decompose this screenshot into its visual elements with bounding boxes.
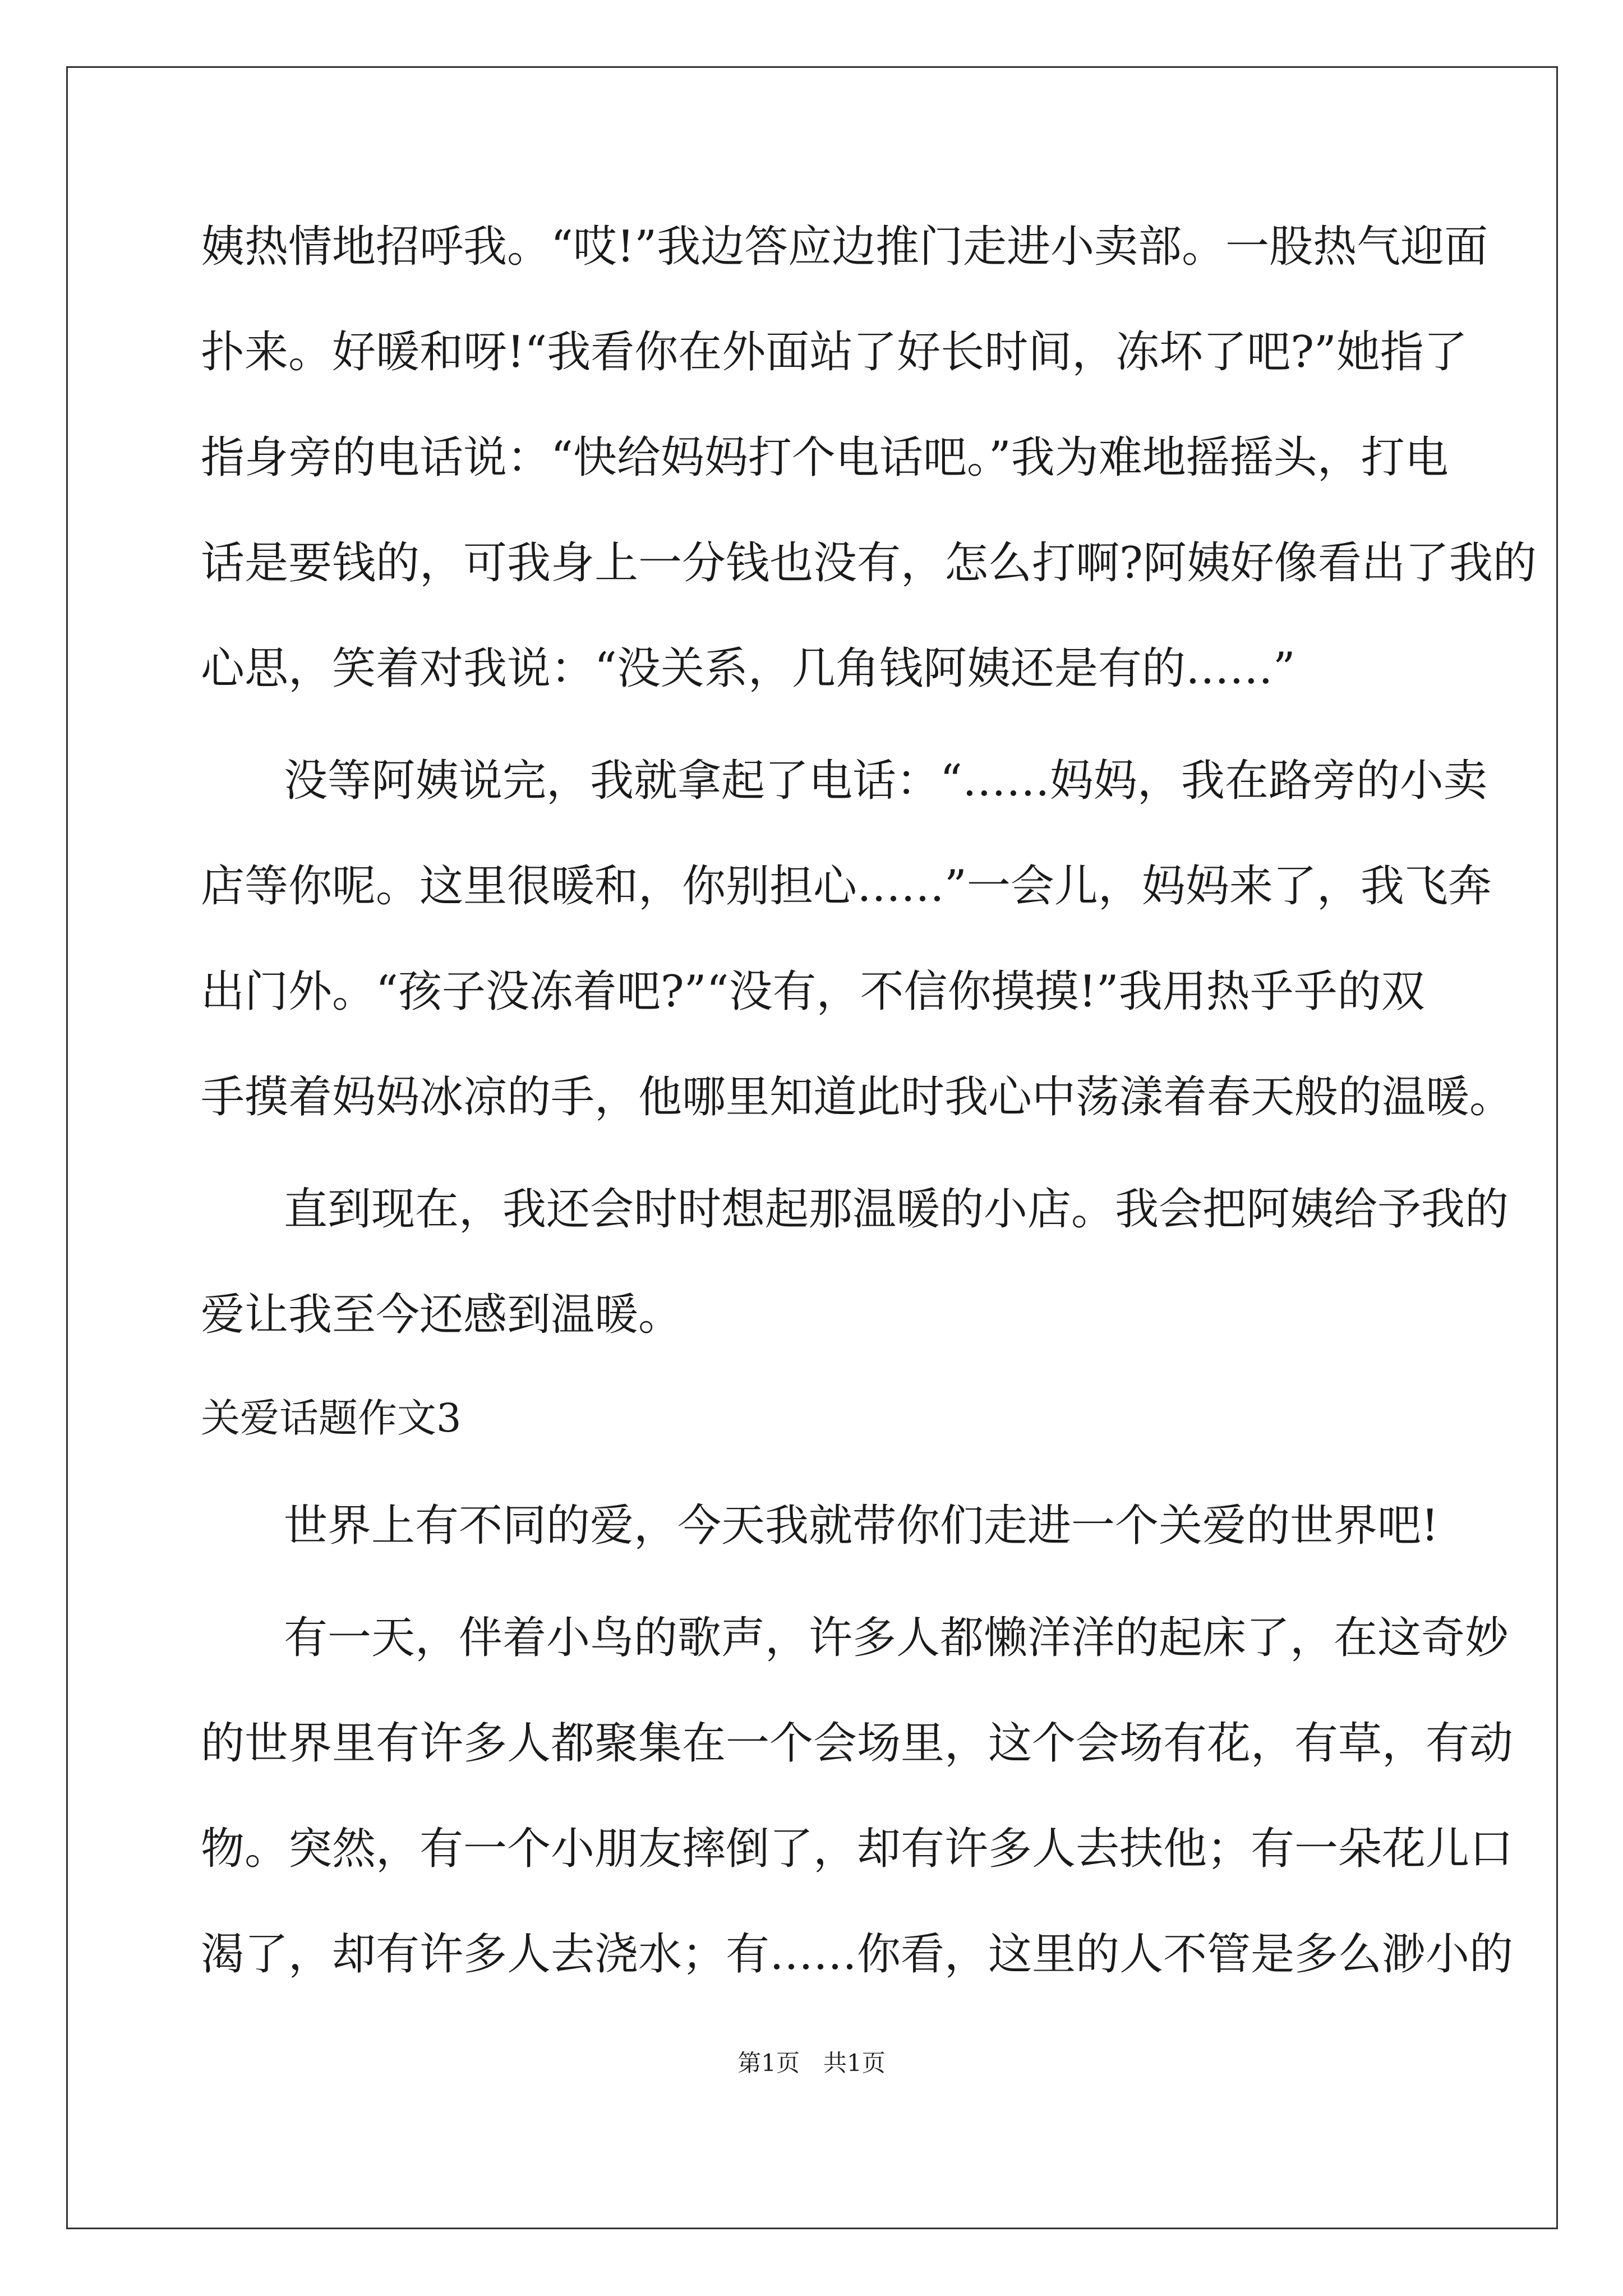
text-line: 物。突然，有一个小朋友摔倒了，却有许多人去扶他；有一朵花儿口 — [201, 1824, 1514, 1874]
text-line: 出门外。“孩子没冻着吧?”“没有，不信你摸摸!”我用热乎乎的双 — [201, 967, 1425, 1017]
text-line: 有一天，伴着小鸟的歌声，许多人都懒洋洋的起床了，在这奇妙 — [284, 1613, 1509, 1663]
text-line: 爱让我至今还感到温暖。 — [201, 1290, 683, 1340]
text-line: 店等你呢。这里很暖和，你别担心……”一会儿，妈妈来了，我飞奔 — [201, 861, 1492, 912]
text-line: 手摸着妈妈冰凉的手，他哪里知道此时我心中荡漾着春天般的温暖。 — [201, 1072, 1514, 1122]
section-heading: 关爱话题作文3 — [201, 1395, 462, 1441]
text-line: 指身旁的电话说：“快给妈妈打个电话吧。”我为难地摇摇头，打电 — [201, 432, 1449, 483]
text-line: 心思，笑着对我说：“没关系，几角钱阿姨还是有的……” — [201, 643, 1295, 694]
text-line: 没等阿姨说完，我就拿起了电话：“……妈妈，我在路旁的小卖 — [284, 756, 1487, 806]
text-line: 姨热情地招呼我。“哎!”我边答应边推门走进小卖部。一股热气迎面 — [201, 222, 1488, 272]
text-line: 直到现在，我还会时时想起那温暖的小店。我会把阿姨给予我的 — [284, 1184, 1509, 1235]
text-line: 渴了，却有许多人去浇水；有……你看，这里的人不管是多么渺小的 — [201, 1929, 1514, 1980]
page-border — [66, 66, 1558, 2229]
text-line: 话是要钱的，可我身上一分钱也没有，怎么打啊?阿姨好像看出了我的 — [201, 538, 1537, 588]
text-line: 世界上有不同的爱，今天我就带你们走进一个关爱的世界吧! — [284, 1501, 1439, 1551]
page-footer: 第1页 共1页 — [737, 2049, 886, 2077]
text-line: 扑来。好暖和呀!“我看你在外面站了好长时间，冻坏了吧?”她指了 — [201, 327, 1468, 378]
text-line: 的世界里有许多人都聚集在一个会场里，这个会场有花，有草，有动 — [201, 1718, 1514, 1769]
